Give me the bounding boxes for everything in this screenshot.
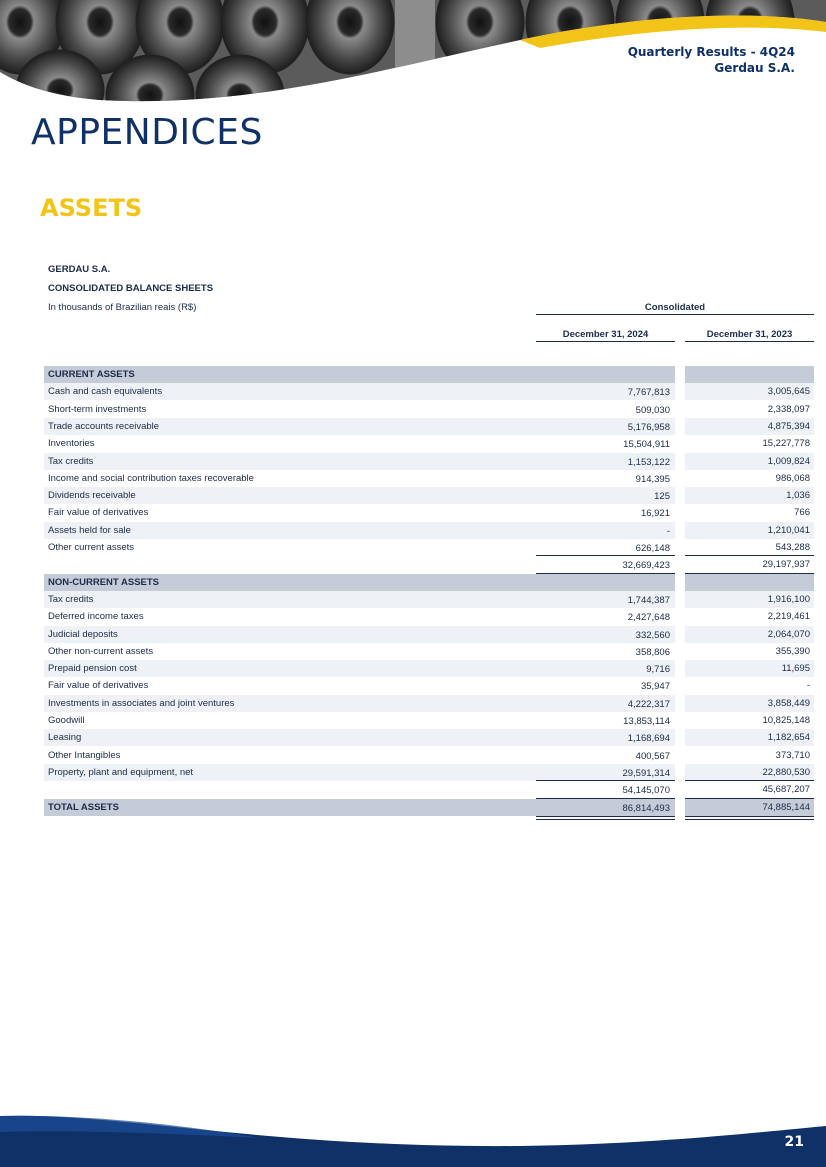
row-shade xyxy=(44,453,675,470)
row-label: Deferred income taxes xyxy=(48,611,144,623)
value-2024: 15,504,911 xyxy=(623,439,670,451)
value-2024: 32,669,423 xyxy=(622,560,670,572)
page-title: APPENDICES xyxy=(31,112,263,153)
row-label: Fair value of derivatives xyxy=(48,507,149,519)
row-label: Cash and cash equivalents xyxy=(48,386,163,398)
report-header xyxy=(628,44,795,76)
row-label: Prepaid pension cost xyxy=(48,663,137,675)
row-label: Trade accounts receivable xyxy=(48,420,160,432)
value-2024: 13,853,114 xyxy=(623,716,670,727)
value-2024: 29,591,314 xyxy=(622,767,670,779)
group-header-rule xyxy=(536,314,814,315)
value-2024: 332,560 xyxy=(635,629,670,641)
subtotal-row xyxy=(44,781,814,798)
value-2024: - xyxy=(666,525,670,537)
subtotal-rule xyxy=(536,798,675,799)
row-label: Tax credits xyxy=(48,593,94,605)
subtotal-rule xyxy=(685,798,814,799)
value-2023: 3,858,449 xyxy=(767,697,810,709)
table-row xyxy=(44,729,814,746)
value-2024: 2,427,648 xyxy=(627,612,670,624)
value-2024: 914,395 xyxy=(635,473,670,485)
row-label: Other non-current assets xyxy=(48,645,154,657)
value-2023: 1,009,824 xyxy=(767,455,810,467)
row-shade xyxy=(44,522,675,539)
table-row xyxy=(44,764,814,781)
subtotal-rule xyxy=(685,816,814,817)
column-rule-2024 xyxy=(536,341,675,342)
footer-wave xyxy=(0,1108,826,1167)
table-row xyxy=(44,712,814,729)
value-2023: 355,390 xyxy=(775,645,810,657)
value-2023: 1,182,654 xyxy=(767,732,810,744)
statement-company: GERDAU S.A. xyxy=(48,264,111,275)
value-2023: - xyxy=(806,680,810,692)
table-row xyxy=(44,470,814,487)
row-label: Judicial deposits xyxy=(48,628,118,640)
row-shade xyxy=(44,487,675,504)
value-2023: 74,885,144 xyxy=(762,801,810,813)
value-2023: 4,875,394 xyxy=(767,420,810,432)
table-row xyxy=(44,401,814,418)
report-period: Quarterly Results - 4Q24 xyxy=(627,45,795,59)
value-2024: 35,947 xyxy=(640,681,670,693)
row-shade xyxy=(44,799,675,816)
row-label: Other current assets xyxy=(48,542,135,553)
row-label: Inventories xyxy=(48,438,95,450)
value-2023: 2,219,461 xyxy=(767,611,810,623)
table-row xyxy=(44,677,814,694)
row-label: Short-term investments xyxy=(48,403,147,415)
page-number: 21 xyxy=(784,1134,804,1150)
table-row xyxy=(44,504,814,521)
value-2024: 1,744,387 xyxy=(627,594,670,606)
section-header-row xyxy=(44,366,814,383)
row-label: Tax credits xyxy=(48,455,94,467)
value-2023: 29,197,937 xyxy=(762,559,810,571)
table-row xyxy=(44,487,814,504)
row-label: Other Intangibles xyxy=(48,749,121,761)
value-2023: 3,005,645 xyxy=(767,386,810,398)
company-name: Gerdau S.A. xyxy=(714,61,795,75)
row-shade xyxy=(685,574,814,591)
subtotal-row xyxy=(44,556,814,573)
value-2024: 54,145,070 xyxy=(622,785,670,797)
row-label: CURRENT ASSETS xyxy=(48,369,135,380)
column-header-2024: December 31, 2024 xyxy=(562,329,649,340)
statement-name: CONSOLIDATED BALANCE SHEETS xyxy=(48,283,214,294)
table-row xyxy=(44,522,814,539)
value-2023: 22,880,530 xyxy=(762,766,810,778)
row-label: TOTAL ASSETS xyxy=(48,801,119,813)
subtotal-rule xyxy=(536,780,675,781)
table-row xyxy=(44,747,814,764)
double-rule xyxy=(685,819,814,820)
value-2024: 509,030 xyxy=(635,404,670,416)
row-label: Assets held for sale xyxy=(48,524,131,536)
row-label: Goodwill xyxy=(48,715,85,726)
value-2023: 373,710 xyxy=(775,749,810,761)
subtotal-rule xyxy=(685,780,814,781)
value-2024: 358,806 xyxy=(635,646,670,658)
row-shade xyxy=(44,626,675,643)
table-row xyxy=(44,539,814,556)
section-header-row xyxy=(44,574,814,591)
column-rule-2023 xyxy=(685,341,814,342)
row-label: Investments in associates and joint ventures xyxy=(48,697,235,709)
subtotal-rule xyxy=(685,555,814,556)
value-2023: 543,288 xyxy=(775,542,810,553)
value-2023: 2,064,070 xyxy=(767,628,810,640)
statement-unit: In thousands of Brazilian reais (R$) xyxy=(48,302,197,313)
row-label: NON-CURRENT ASSETS xyxy=(48,576,160,588)
row-shade xyxy=(44,366,675,383)
row-label: Fair value of derivatives xyxy=(48,680,149,692)
value-2024: 4,222,317 xyxy=(627,698,670,710)
group-header: Consolidated xyxy=(644,302,706,313)
value-2024: 16,921 xyxy=(640,508,670,520)
value-2024: 1,168,694 xyxy=(627,733,670,745)
table-row xyxy=(44,608,814,625)
table-row xyxy=(44,418,814,435)
value-2024: 7,767,813 xyxy=(627,387,670,399)
row-label: Income and social contribution taxes recoverable xyxy=(48,472,254,484)
subtotal-rule xyxy=(536,816,675,817)
value-2023: 1,036 xyxy=(786,490,810,502)
subtotal-rule xyxy=(536,555,675,556)
table-row xyxy=(44,695,814,712)
row-shade xyxy=(44,729,675,746)
table-row xyxy=(44,626,814,643)
row-shade xyxy=(44,591,675,608)
table-row xyxy=(44,660,814,677)
section-title: ASSETS xyxy=(40,194,143,222)
column-header-2023: December 31, 2023 xyxy=(706,329,793,340)
row-shade xyxy=(685,366,814,383)
table-row xyxy=(44,591,814,608)
row-label: Leasing xyxy=(48,732,82,744)
value-2023: 45,687,207 xyxy=(762,784,810,796)
value-2023: 1,210,041 xyxy=(767,524,810,536)
table-row xyxy=(44,435,814,452)
value-2023: 15,227,778 xyxy=(762,438,810,450)
value-2024: 86,814,493 xyxy=(622,802,670,814)
row-label: Dividends receivable xyxy=(48,490,136,502)
double-rule xyxy=(536,819,675,820)
value-2023: 10,825,148 xyxy=(762,715,810,726)
value-2023: 766 xyxy=(794,507,810,519)
value-2024: 5,176,958 xyxy=(627,421,670,433)
value-2024: 626,148 xyxy=(635,543,670,554)
value-2023: 1,916,100 xyxy=(767,593,810,605)
total-row xyxy=(44,799,814,816)
row-label: Property, plant and equipment, net xyxy=(48,766,194,778)
value-2023: 11,695 xyxy=(781,663,810,675)
value-2023: 986,068 xyxy=(775,472,810,484)
value-2024: 400,567 xyxy=(635,750,670,762)
value-2023: 2,338,097 xyxy=(767,403,810,415)
table-row xyxy=(44,643,814,660)
value-2024: 1,153,122 xyxy=(627,456,670,468)
value-2024: 9,716 xyxy=(646,664,670,676)
table-row xyxy=(44,383,814,400)
table-row xyxy=(44,453,814,470)
value-2024: 125 xyxy=(654,491,670,503)
row-shade xyxy=(44,660,675,677)
